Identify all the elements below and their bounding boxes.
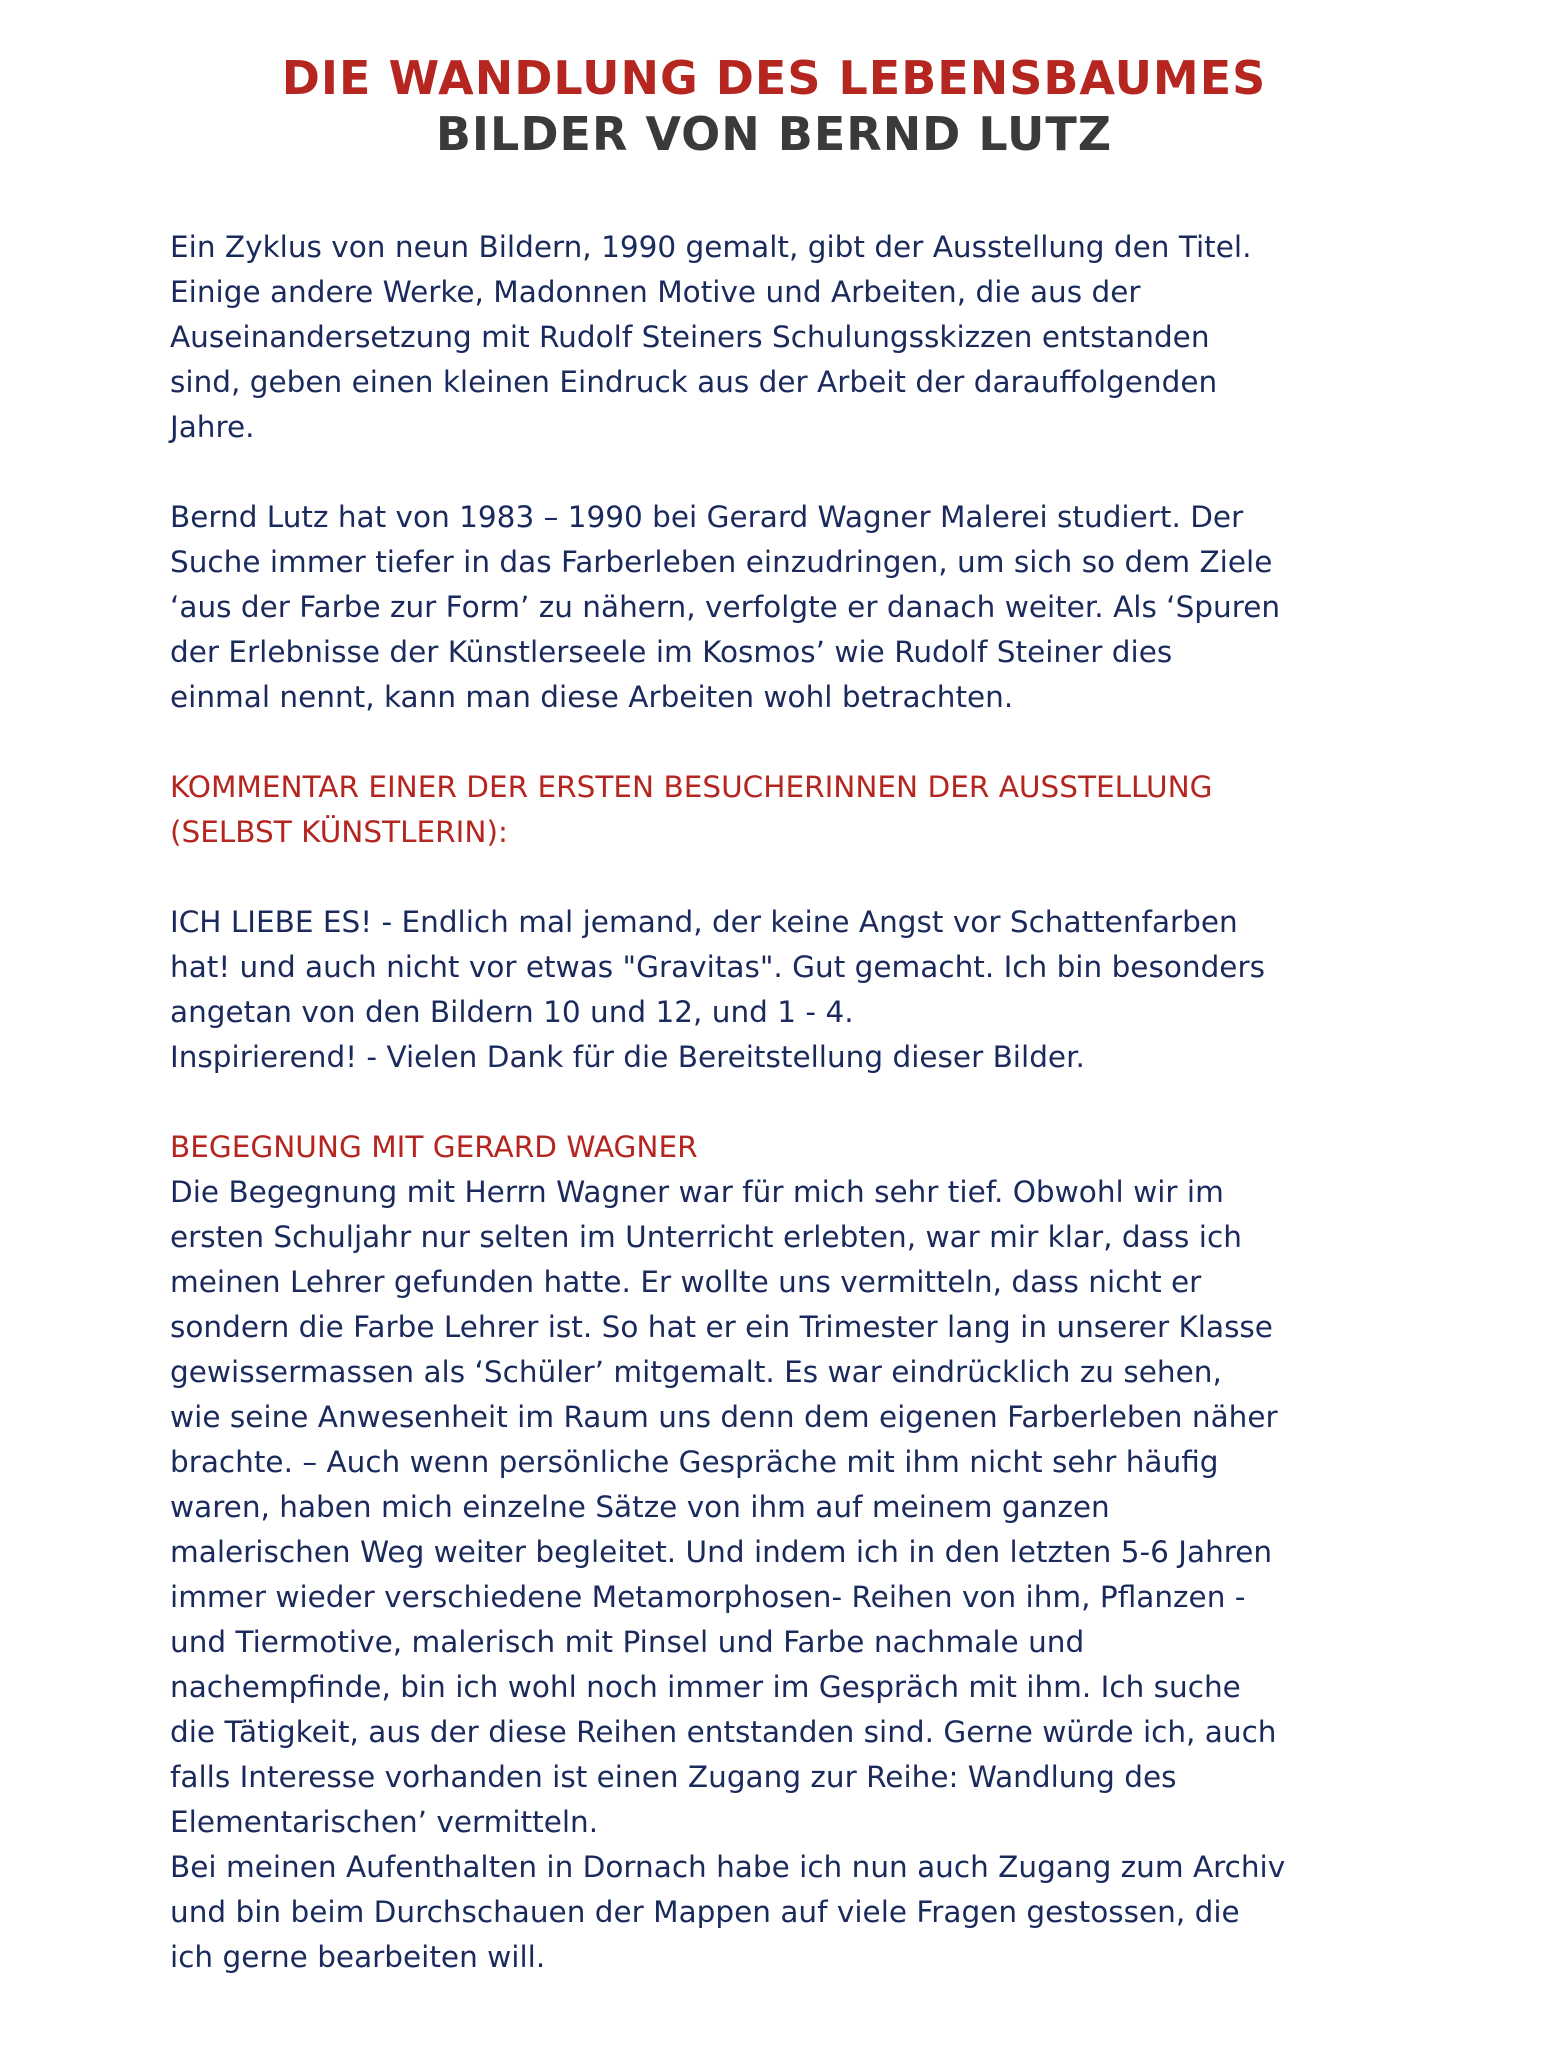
text-line: sondern die Farbe Lehrer ist. So hat er ein Trimester lang in unserer Klasse (170, 1310, 1273, 1344)
paragraph-spacer (170, 720, 1390, 765)
paragraph-spacer (170, 450, 1390, 495)
text-line: Die Begegnung mit Herrn Wagner war für mich sehr tief. Obwohl wir im (170, 1175, 1224, 1209)
text-line: falls Interesse vorhanden ist einen Zugang zur Reihe: Wandlung des (170, 1760, 1177, 1794)
page-title: DIE WANDLUNG DES LEBENSBAUMES (281, 51, 1267, 105)
document-body (170, 225, 1390, 1980)
paragraph-spacer (170, 855, 1390, 900)
text-line: Bernd Lutz hat von 1983 – 1990 bei Gerard Wagner Malerei studiert. Der (170, 500, 1244, 534)
text-line: angetan von den Bildern 10 und 12, und 1 - 4. (170, 995, 854, 1029)
text-line: Einige andere Werke, Madonnen Motive und Arbeiten, die aus der (170, 275, 1141, 309)
document-header (0, 50, 1548, 162)
text-line: Elementarischen’ vermitteln. (170, 1805, 599, 1839)
text-line: Suche immer tiefer in das Farberleben einzudringen, um sich so dem Ziele (170, 545, 1273, 579)
text-line: ‘aus der Farbe zur Form’ zu nähern, verfolgte er danach weiter. Als ‘Spuren (170, 590, 1281, 624)
page-subtitle: BILDER VON BERND LUTZ (435, 107, 1113, 161)
text-line: einmal nennt, kann man diese Arbeiten wohl betrachten. (170, 680, 1014, 714)
text-line: gewissermassen als ‘Schüler’ mitgemalt. Es war eindrücklich zu sehen, (170, 1355, 1222, 1389)
text-line: und Tiermotive, malerisch mit Pinsel und Farbe nachmale und (170, 1625, 1085, 1659)
text-line: brachte. – Auch wenn persönliche Gespräche mit ihm nicht sehr häufig (170, 1445, 1219, 1479)
comment-section (170, 765, 1390, 1080)
text-line: nachempfinde, bin ich wohl noch immer im Gespräch mit ihm. Ich suche (170, 1670, 1241, 1704)
text-line: sind, geben einen kleinen Eindruck aus der Arbeit der darauffolgenden (170, 365, 1218, 399)
text-line: malerischen Weg weiter begleitet. Und indem ich in den letzten 5-6 Jahren (170, 1535, 1273, 1569)
text-line: wie seine Anwesenheit im Raum uns denn dem eigenen Farberleben näher (170, 1400, 1278, 1434)
text-line: die Tätigkeit, aus der diese Reihen entstanden sind. Gerne würde ich, auch (170, 1715, 1277, 1749)
text-line: ICH LIEBE ES! - Endlich mal jemand, der keine Angst vor Schattenfarben (170, 905, 1238, 939)
text-line: Ein Zyklus von neun Bildern, 1990 gemalt, gibt der Ausstellung den Titel. (170, 230, 1252, 264)
paragraph-spacer (170, 1080, 1390, 1125)
text-line: ersten Schuljahr nur selten im Unterricht erlebten, war mir klar, dass ich (170, 1220, 1242, 1254)
text-line: Auseinandersetzung mit Rudolf Steiners Schulungsskizzen entstanden (170, 320, 1210, 354)
text-line: hat! und auch nicht vor etwas "Gravitas". Gut gemacht. Ich bin besonders (170, 950, 1265, 984)
encounter-heading: BEGEGNUNG MIT GERARD WAGNER (170, 1130, 698, 1164)
comment-heading: KOMMENTAR EINER DER ERSTEN BESUCHERINNEN DER AUSSTELLUNG (170, 770, 1213, 804)
text-line: Bei meinen Aufenthalten in Dornach habe ich nun auch Zugang zum Archiv (170, 1850, 1286, 1884)
text-line: waren, haben mich einzelne Sätze von ihm auf meinem ganzen (170, 1490, 1110, 1524)
text-line: immer wieder verschiedene Metamorphosen- Reihen von ihm, Pflanzen - (170, 1580, 1246, 1614)
text-line: Inspirierend! - Vielen Dank für die Bereitstellung dieser Bilder. (170, 1040, 1085, 1074)
encounter-section (170, 1125, 1390, 1980)
text-line: der Erlebnisse der Künstlerseele im Kosmos’ wie Rudolf Steiner dies (170, 635, 1173, 669)
biography-paragraph (170, 495, 1390, 720)
text-line: ich gerne bearbeiten will. (170, 1940, 546, 1974)
intro-paragraph (170, 225, 1390, 450)
text-line: und bin beim Durchschauen der Mappen auf viele Fragen gestossen, die (170, 1895, 1240, 1929)
comment-heading: (SELBST KÜNSTLERIN): (170, 815, 508, 849)
text-line: Jahre. (170, 410, 255, 444)
text-line: meinen Lehrer gefunden hatte. Er wollte uns vermitteln, dass nicht er (170, 1265, 1202, 1299)
